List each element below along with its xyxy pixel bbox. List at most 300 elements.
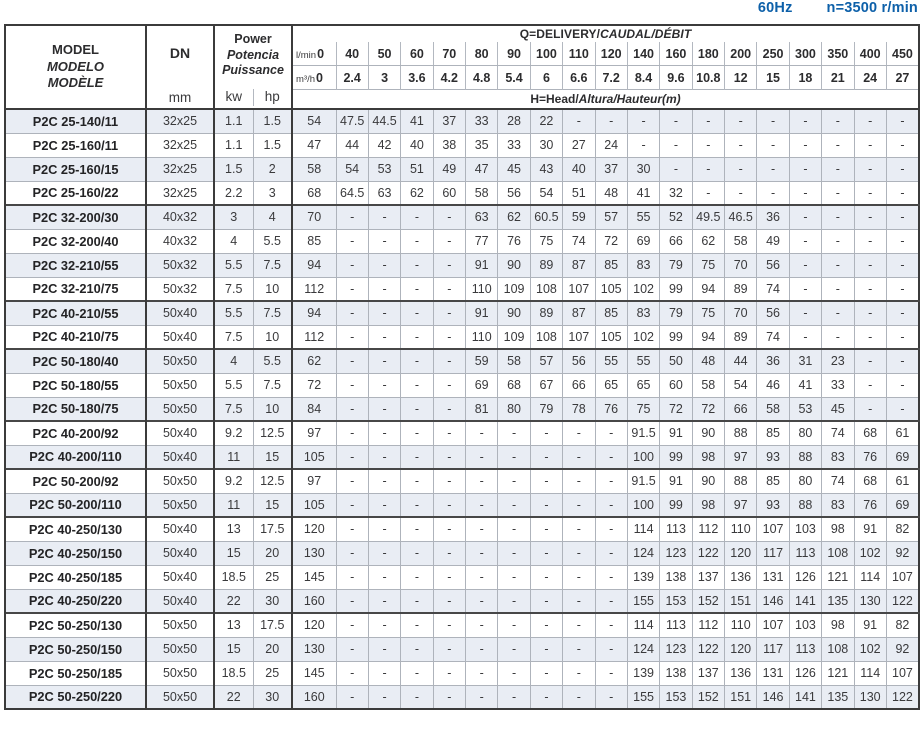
table-row <box>5 157 919 181</box>
head-value-cell: - <box>401 661 433 685</box>
head-value-cell: 121 <box>822 661 854 685</box>
table-row <box>5 685 919 709</box>
kw-cell: 4 <box>214 229 253 253</box>
head-value-cell: 114 <box>854 661 886 685</box>
head-value-cell: 108 <box>530 325 562 349</box>
head-value-cell: - <box>336 445 368 469</box>
lmin-value-cell: 120 <box>595 42 627 66</box>
head-value-cell: 137 <box>692 565 724 589</box>
head-value-cell: 112 <box>292 277 336 301</box>
kw-cell: 22 <box>214 589 253 613</box>
head-value-cell: 114 <box>854 565 886 589</box>
head-value-cell: 130 <box>854 589 886 613</box>
head-value-cell: - <box>595 685 627 709</box>
model-cell: P2C 40-250/130 <box>5 517 146 541</box>
hp-cell: 1.5 <box>253 109 292 133</box>
head-value-cell: 74 <box>757 325 789 349</box>
head-value-cell: 107 <box>563 325 595 349</box>
head-value-cell: 102 <box>627 277 659 301</box>
head-value-cell: 59 <box>466 349 498 373</box>
head-value-cell: 51 <box>563 181 595 205</box>
lmin-value-cell: 250 <box>757 42 789 66</box>
hp-cell: 10 <box>253 397 292 421</box>
head-value-cell: 99 <box>660 277 692 301</box>
head-value-cell: - <box>886 133 919 157</box>
m3h-value-cell: 5.4 <box>498 66 530 90</box>
head-header-en: H=Head/ <box>530 92 579 106</box>
dn-cell: 50x40 <box>146 421 214 445</box>
hp-cell: 30 <box>253 685 292 709</box>
head-value-cell: - <box>433 277 465 301</box>
head-value-cell: - <box>466 661 498 685</box>
table-row <box>5 493 919 517</box>
table-row <box>5 133 919 157</box>
hp-cell: 7.5 <box>253 301 292 325</box>
head-value-cell: - <box>368 661 400 685</box>
head-value-cell: 91 <box>854 613 886 637</box>
head-value-cell: 139 <box>627 565 659 589</box>
head-value-cell: 37 <box>433 109 465 133</box>
head-value-cell: 74 <box>822 421 854 445</box>
lmin-unit-cell-label: l/min <box>296 49 317 61</box>
head-value-cell: 109 <box>498 325 530 349</box>
hp-cell: 12.5 <box>253 469 292 493</box>
head-value-cell: 112 <box>692 613 724 637</box>
head-value-cell: - <box>466 565 498 589</box>
head-value-cell: - <box>822 325 854 349</box>
head-value-cell: - <box>886 301 919 325</box>
hp-cell: 3 <box>253 181 292 205</box>
head-value-cell: - <box>822 205 854 229</box>
head-value-cell: 97 <box>292 421 336 445</box>
head-value-cell: 105 <box>595 277 627 301</box>
head-value-cell: 108 <box>822 637 854 661</box>
m3h-unit-cell: m³/h0 <box>292 66 336 90</box>
head-value-cell: - <box>368 277 400 301</box>
head-value-cell: - <box>530 541 562 565</box>
head-value-cell: 32 <box>660 181 692 205</box>
head-value-cell: 46 <box>757 373 789 397</box>
head-value-cell: 49.5 <box>692 205 724 229</box>
kw-cell: 18.5 <box>214 565 253 589</box>
head-value-cell: - <box>854 205 886 229</box>
head-value-cell: - <box>433 397 465 421</box>
dn-cell: 50x50 <box>146 613 214 637</box>
head-value-cell: - <box>822 229 854 253</box>
head-value-cell: 28 <box>498 109 530 133</box>
head-value-cell: 107 <box>886 565 919 589</box>
head-value-cell: 117 <box>757 541 789 565</box>
head-value-cell: 82 <box>886 517 919 541</box>
head-value-cell: 69 <box>886 445 919 469</box>
head-value-cell: - <box>886 349 919 373</box>
dn-cell: 32x25 <box>146 109 214 133</box>
head-value-cell: 114 <box>627 613 659 637</box>
head-value-cell: 40 <box>563 157 595 181</box>
hp-cell: 4 <box>253 205 292 229</box>
head-value-cell: 138 <box>660 565 692 589</box>
table-row <box>5 613 919 637</box>
head-value-cell: - <box>822 157 854 181</box>
head-value-cell: 136 <box>725 661 757 685</box>
head-value-cell: - <box>433 301 465 325</box>
head-value-cell: - <box>563 517 595 541</box>
model-cell: P2C 25-160/11 <box>5 133 146 157</box>
hp-cell: 30 <box>253 589 292 613</box>
head-value-cell: - <box>336 421 368 445</box>
head-value-cell: 107 <box>757 517 789 541</box>
lmin-value-cell: 110 <box>563 42 595 66</box>
lmin-value-cell: 400 <box>854 42 886 66</box>
hp-cell: 1.5 <box>253 133 292 157</box>
head-value-cell: 110 <box>466 325 498 349</box>
head-value-cell: 98 <box>692 445 724 469</box>
kw-cell: 5.5 <box>214 253 253 277</box>
head-value-cell: - <box>595 109 627 133</box>
head-value-cell: 60.5 <box>530 205 562 229</box>
table-row <box>5 277 919 301</box>
head-value-cell: 151 <box>725 589 757 613</box>
head-value-cell: 99 <box>660 325 692 349</box>
head-value-cell: 79 <box>530 397 562 421</box>
head-value-cell: 60 <box>660 373 692 397</box>
head-value-cell: 93 <box>757 445 789 469</box>
head-value-cell: - <box>563 493 595 517</box>
head-value-cell: - <box>789 181 821 205</box>
head-value-cell: 53 <box>789 397 821 421</box>
head-value-cell: 27 <box>563 133 595 157</box>
head-value-cell: 130 <box>292 637 336 661</box>
head-value-cell: 131 <box>757 661 789 685</box>
head-value-cell: 61 <box>886 469 919 493</box>
head-value-cell: 54 <box>336 157 368 181</box>
head-value-cell: - <box>886 253 919 277</box>
hp-cell: 15 <box>253 493 292 517</box>
head-value-cell: - <box>886 325 919 349</box>
head-value-cell: - <box>401 541 433 565</box>
hp-cell: 7.5 <box>253 253 292 277</box>
head-value-cell: - <box>563 445 595 469</box>
lmin-value-cell: 180 <box>692 42 724 66</box>
head-value-cell: - <box>368 301 400 325</box>
head-value-cell: 110 <box>725 517 757 541</box>
head-value-cell: 87 <box>563 301 595 325</box>
model-cell: P2C 32-200/30 <box>5 205 146 229</box>
head-value-cell: 91 <box>660 421 692 445</box>
head-value-cell: - <box>789 325 821 349</box>
head-value-cell: 88 <box>725 469 757 493</box>
lmin-value-cell: 450 <box>886 42 919 66</box>
m3h-unit-cell-label: m³/h <box>296 73 315 85</box>
head-value-cell: - <box>336 301 368 325</box>
head-value-cell: 68 <box>854 421 886 445</box>
head-value-cell: 67 <box>530 373 562 397</box>
head-value-cell: - <box>692 181 724 205</box>
head-value-cell: 85 <box>595 301 627 325</box>
head-value-cell: - <box>336 229 368 253</box>
head-value-cell: 79 <box>660 253 692 277</box>
head-value-cell: 120 <box>292 517 336 541</box>
head-value-cell: - <box>563 685 595 709</box>
kw-cell: 7.5 <box>214 325 253 349</box>
model-cell: P2C 25-140/11 <box>5 109 146 133</box>
head-value-cell: - <box>498 445 530 469</box>
model-cell: P2C 50-200/110 <box>5 493 146 517</box>
head-value-cell: 152 <box>692 685 724 709</box>
head-value-cell: - <box>854 181 886 205</box>
head-value-cell: - <box>433 445 465 469</box>
head-value-cell: - <box>433 685 465 709</box>
head-value-cell: 56 <box>757 253 789 277</box>
head-value-cell: 74 <box>822 469 854 493</box>
head-value-cell: 146 <box>757 589 789 613</box>
head-value-cell: 114 <box>627 517 659 541</box>
head-value-cell: 41 <box>401 109 433 133</box>
head-value-cell: - <box>336 589 368 613</box>
head-value-cell: 57 <box>530 349 562 373</box>
head-value-cell: 90 <box>692 421 724 445</box>
kw-cell: 13 <box>214 517 253 541</box>
head-value-cell: 84 <box>292 397 336 421</box>
head-value-cell: - <box>530 661 562 685</box>
m3h-value-cell: 21 <box>822 66 854 90</box>
hp-cell: 17.5 <box>253 517 292 541</box>
head-value-cell: 30 <box>627 157 659 181</box>
head-value-cell: - <box>530 421 562 445</box>
head-value-cell: 88 <box>725 421 757 445</box>
head-value-cell: 153 <box>660 685 692 709</box>
head-value-cell: 85 <box>292 229 336 253</box>
dn-cell: 50x50 <box>146 373 214 397</box>
m3h-value-cell: 3.6 <box>401 66 433 90</box>
head-value-cell: 23 <box>822 349 854 373</box>
model-header-fr: MODÈLE <box>47 75 104 91</box>
head-value-cell: 62 <box>292 349 336 373</box>
head-value-cell: 72 <box>692 397 724 421</box>
head-value-cell: 69 <box>627 229 659 253</box>
m3h-value-cell: 12 <box>725 66 757 90</box>
head-value-cell: - <box>336 205 368 229</box>
model-column-header <box>5 25 146 109</box>
head-value-cell: - <box>336 469 368 493</box>
kw-cell: 5.5 <box>214 373 253 397</box>
head-value-cell: - <box>466 589 498 613</box>
head-value-cell: 75 <box>627 397 659 421</box>
m3h-value-cell: 15 <box>757 66 789 90</box>
head-value-cell: 105 <box>292 493 336 517</box>
kw-cell: 11 <box>214 445 253 469</box>
head-value-cell: 56 <box>498 181 530 205</box>
kw-cell: 9.2 <box>214 469 253 493</box>
head-value-cell: - <box>563 661 595 685</box>
table-row <box>5 565 919 589</box>
head-value-cell: 91 <box>854 517 886 541</box>
head-value-cell: 33 <box>498 133 530 157</box>
table-row <box>5 421 919 445</box>
head-value-cell: 62 <box>401 181 433 205</box>
head-value-cell: - <box>336 493 368 517</box>
head-value-cell: 98 <box>692 493 724 517</box>
delivery-header-intl: CAUDAL/DÉBIT <box>600 27 692 42</box>
head-value-cell: 80 <box>498 397 530 421</box>
head-value-cell: 80 <box>789 469 821 493</box>
head-value-cell: - <box>692 109 724 133</box>
head-value-cell: - <box>886 229 919 253</box>
head-value-cell: - <box>401 253 433 277</box>
lmin-value-cell: 90 <box>498 42 530 66</box>
kw-cell: 18.5 <box>214 661 253 685</box>
lmin-value-cell: 100 <box>530 42 562 66</box>
head-header <box>292 90 919 110</box>
head-value-cell: - <box>368 637 400 661</box>
head-value-cell: 75 <box>692 301 724 325</box>
pump-performance-table <box>4 24 920 710</box>
head-value-cell: 99 <box>660 493 692 517</box>
dn-cell: 50x50 <box>146 397 214 421</box>
head-value-cell: - <box>433 493 465 517</box>
head-value-cell: 107 <box>757 613 789 637</box>
hp-cell: 10 <box>253 277 292 301</box>
head-value-cell: - <box>498 541 530 565</box>
head-value-cell: - <box>530 493 562 517</box>
dn-cell: 50x50 <box>146 661 214 685</box>
model-cell: P2C 50-250/185 <box>5 661 146 685</box>
head-value-cell: - <box>563 421 595 445</box>
head-value-cell: - <box>336 685 368 709</box>
head-value-cell: 70 <box>725 253 757 277</box>
kw-cell: 7.5 <box>214 397 253 421</box>
head-value-cell: 89 <box>725 277 757 301</box>
head-value-cell: 89 <box>530 253 562 277</box>
head-value-cell: 100 <box>627 493 659 517</box>
head-value-cell: 61 <box>886 421 919 445</box>
head-value-cell: - <box>822 109 854 133</box>
head-value-cell: - <box>595 661 627 685</box>
head-value-cell: 91 <box>466 301 498 325</box>
header-row-delivery <box>5 25 919 42</box>
head-value-cell: - <box>498 565 530 589</box>
head-value-cell: 44 <box>336 133 368 157</box>
hp-cell: 5.5 <box>253 229 292 253</box>
head-value-cell: - <box>401 277 433 301</box>
head-value-cell: 70 <box>292 205 336 229</box>
head-value-cell: 124 <box>627 637 659 661</box>
table-row <box>5 373 919 397</box>
head-value-cell: - <box>433 637 465 661</box>
dn-cell: 32x25 <box>146 133 214 157</box>
head-value-cell: 105 <box>595 325 627 349</box>
head-value-cell: - <box>401 373 433 397</box>
head-value-cell: 38 <box>433 133 465 157</box>
head-value-cell: - <box>433 541 465 565</box>
model-header-en: MODEL <box>52 42 99 58</box>
head-value-cell: - <box>368 445 400 469</box>
dn-cell: 50x40 <box>146 301 214 325</box>
head-value-cell: 69 <box>886 493 919 517</box>
hp-cell: 7.5 <box>253 373 292 397</box>
table-row <box>5 445 919 469</box>
head-value-cell: 49 <box>433 157 465 181</box>
head-value-cell: 120 <box>725 637 757 661</box>
head-value-cell: - <box>757 181 789 205</box>
head-value-cell: 89 <box>725 325 757 349</box>
head-value-cell: - <box>466 445 498 469</box>
power-column-header <box>214 25 292 109</box>
head-value-cell: - <box>401 445 433 469</box>
hp-cell: 17.5 <box>253 613 292 637</box>
head-value-cell: 103 <box>789 517 821 541</box>
head-value-cell: 94 <box>292 253 336 277</box>
head-value-cell: 72 <box>660 397 692 421</box>
head-value-cell: 89 <box>530 301 562 325</box>
head-value-cell: - <box>563 589 595 613</box>
head-value-cell: - <box>886 277 919 301</box>
head-value-cell: 138 <box>660 661 692 685</box>
head-value-cell: - <box>822 133 854 157</box>
model-cell: P2C 50-180/55 <box>5 373 146 397</box>
head-value-cell: - <box>498 493 530 517</box>
head-value-cell: 44 <box>725 349 757 373</box>
head-value-cell: 63 <box>466 205 498 229</box>
dn-cell: 50x50 <box>146 469 214 493</box>
head-value-cell: - <box>854 325 886 349</box>
head-value-cell: 66 <box>660 229 692 253</box>
head-value-cell: - <box>336 637 368 661</box>
model-cell: P2C 40-200/110 <box>5 445 146 469</box>
head-value-cell: 97 <box>292 469 336 493</box>
m3h-value-cell: 7.2 <box>595 66 627 90</box>
head-value-cell: - <box>530 517 562 541</box>
head-value-cell: - <box>660 133 692 157</box>
dn-cell: 50x50 <box>146 493 214 517</box>
head-value-cell: 80 <box>789 421 821 445</box>
hp-cell: 25 <box>253 565 292 589</box>
head-value-cell: 33 <box>466 109 498 133</box>
head-value-cell: 131 <box>757 565 789 589</box>
head-value-cell: - <box>368 373 400 397</box>
model-cell: P2C 50-250/130 <box>5 613 146 637</box>
head-value-cell: 126 <box>789 565 821 589</box>
table-row <box>5 325 919 349</box>
head-value-cell: - <box>466 685 498 709</box>
head-value-cell: - <box>433 253 465 277</box>
head-value-cell: 160 <box>292 589 336 613</box>
head-value-cell: - <box>433 421 465 445</box>
head-value-cell: - <box>368 421 400 445</box>
m3h-value-cell: 3 <box>368 66 400 90</box>
head-value-cell: 62 <box>692 229 724 253</box>
model-cell: P2C 40-210/75 <box>5 325 146 349</box>
kw-cell: 3 <box>214 205 253 229</box>
head-value-cell: 97 <box>725 445 757 469</box>
head-value-cell: - <box>401 421 433 445</box>
head-value-cell: 113 <box>789 637 821 661</box>
head-value-cell: - <box>789 253 821 277</box>
head-value-cell: - <box>886 109 919 133</box>
dn-cell: 32x25 <box>146 181 214 205</box>
head-value-cell: - <box>368 349 400 373</box>
head-value-cell: 83 <box>627 253 659 277</box>
head-value-cell: 98 <box>822 613 854 637</box>
lmin-value-cell: 140 <box>627 42 659 66</box>
head-value-cell: 139 <box>627 661 659 685</box>
head-value-cell: - <box>595 565 627 589</box>
head-value-cell: - <box>595 613 627 637</box>
head-value-cell: 135 <box>822 589 854 613</box>
head-value-cell: 63 <box>368 181 400 205</box>
head-value-cell: 120 <box>292 613 336 637</box>
head-value-cell: - <box>595 469 627 493</box>
